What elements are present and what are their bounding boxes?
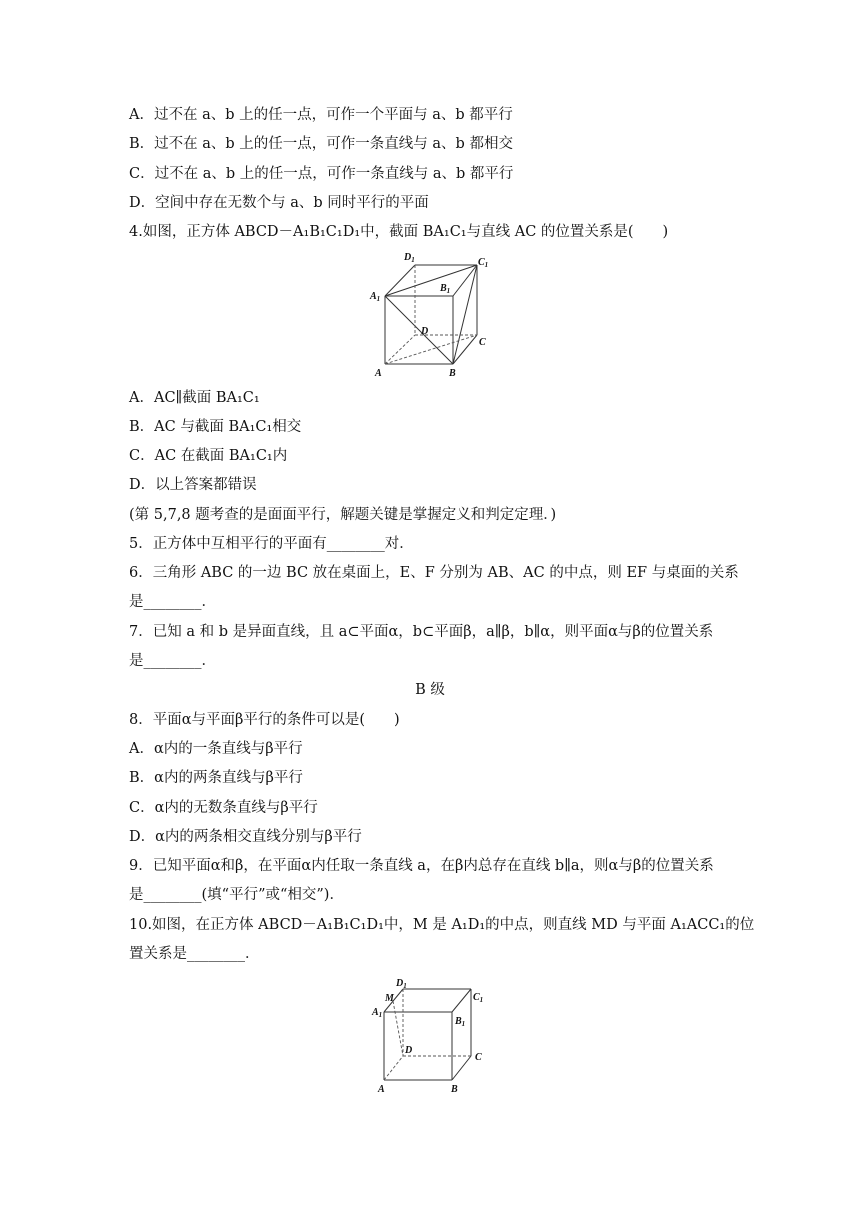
question-7-line-2: 是________．	[129, 653, 216, 669]
label-d: D	[405, 1045, 413, 1056]
label-a: A	[378, 1084, 385, 1095]
question-7-line-1: 7．已知 a 和 b 是异面直线，且 a⊂平面α，b⊂平面β，a∥β，b∥α，则平面α与β的位置关系	[129, 624, 714, 640]
question-10-line-2: 置关系是________．	[129, 946, 260, 962]
label-d: D	[421, 326, 429, 337]
label-a: A	[375, 368, 382, 379]
question-10-line-1: 10.如图，在正方体 ABCD－A₁B₁C₁D₁中，M 是 A₁D₁的中点，则直线 MD 与平面 A₁ACC₁的位	[129, 917, 755, 933]
section-b-heading: B 级	[415, 682, 445, 698]
question-5: 5．正方体中互相平行的平面有________对．	[129, 536, 414, 552]
q3-option-a: A．过不在 a、b 上的任一点，可作一个平面与 a、b 都平行	[129, 107, 513, 123]
q3-option-d: D．空间中存在无数个与 a、b 同时平行的平面	[129, 195, 429, 211]
label-b: B	[449, 368, 456, 379]
question-4: 4.如图，正方体 ABCD－A₁B₁C₁D₁中，截面 BA₁C₁与直线 AC 的位置关系是( )	[129, 224, 669, 240]
label-c: C	[479, 337, 486, 348]
question-9-line-1: 9．已知平面α和β，在平面α内任取一条直线 a，在β内总存在直线 b∥a，则α与β的位置关系	[129, 858, 714, 874]
q4-option-c: C．AC 在截面 BA₁C₁内	[129, 448, 288, 464]
q8-option-c: C．α内的无数条直线与β平行	[129, 800, 318, 816]
label-c: C	[475, 1052, 482, 1063]
label-c1: $C_1$	[478, 257, 489, 269]
q8-option-b: B．α内的两条直线与β平行	[129, 770, 303, 786]
question-6-line-1: 6．三角形 ABC 的一边 BC 放在桌面上，E、F 分别为 AB、AC 的中点，则 EF 与桌面的关系	[129, 565, 739, 581]
label-d1: $D_1$	[404, 252, 415, 264]
cube-figure-2	[366, 972, 496, 1097]
label-b1: $B_1$	[440, 283, 451, 295]
question-8: 8．平面α与平面β平行的条件可以是( )	[129, 712, 400, 728]
label-d1: $D_1$	[396, 978, 407, 990]
hint-note: (第 5,7,8 题考查的是面面平行，解题关键是掌握定义和判定定理．)	[129, 507, 557, 523]
q3-option-c: C．过不在 a、b 上的任一点，可作一条直线与 a、b 都平行	[129, 166, 514, 182]
label-b: B	[451, 1084, 458, 1095]
cube-figure-1	[365, 248, 500, 383]
q4-option-d: D．以上答案都错误	[129, 477, 257, 493]
label-a1: $A_1$	[372, 1007, 383, 1019]
q3-option-b: B．过不在 a、b 上的任一点，可作一条直线与 a、b 都相交	[129, 136, 513, 152]
q4-option-b: B．AC 与截面 BA₁C₁相交	[129, 419, 302, 435]
q4-option-a: A．AC∥截面 BA₁C₁	[129, 390, 260, 406]
question-6-line-2: 是________．	[129, 594, 216, 610]
question-9-line-2: 是________(填“平行”或“相交”)．	[129, 887, 344, 903]
label-m: M	[385, 993, 394, 1004]
q8-option-a: A．α内的一条直线与β平行	[129, 741, 303, 757]
label-a1: $A_1$	[370, 291, 381, 303]
label-b1: $B_1$	[455, 1016, 466, 1028]
q8-option-d: D．α内的两条相交直线分别与β平行	[129, 829, 362, 845]
label-c1: $C_1$	[473, 992, 484, 1004]
